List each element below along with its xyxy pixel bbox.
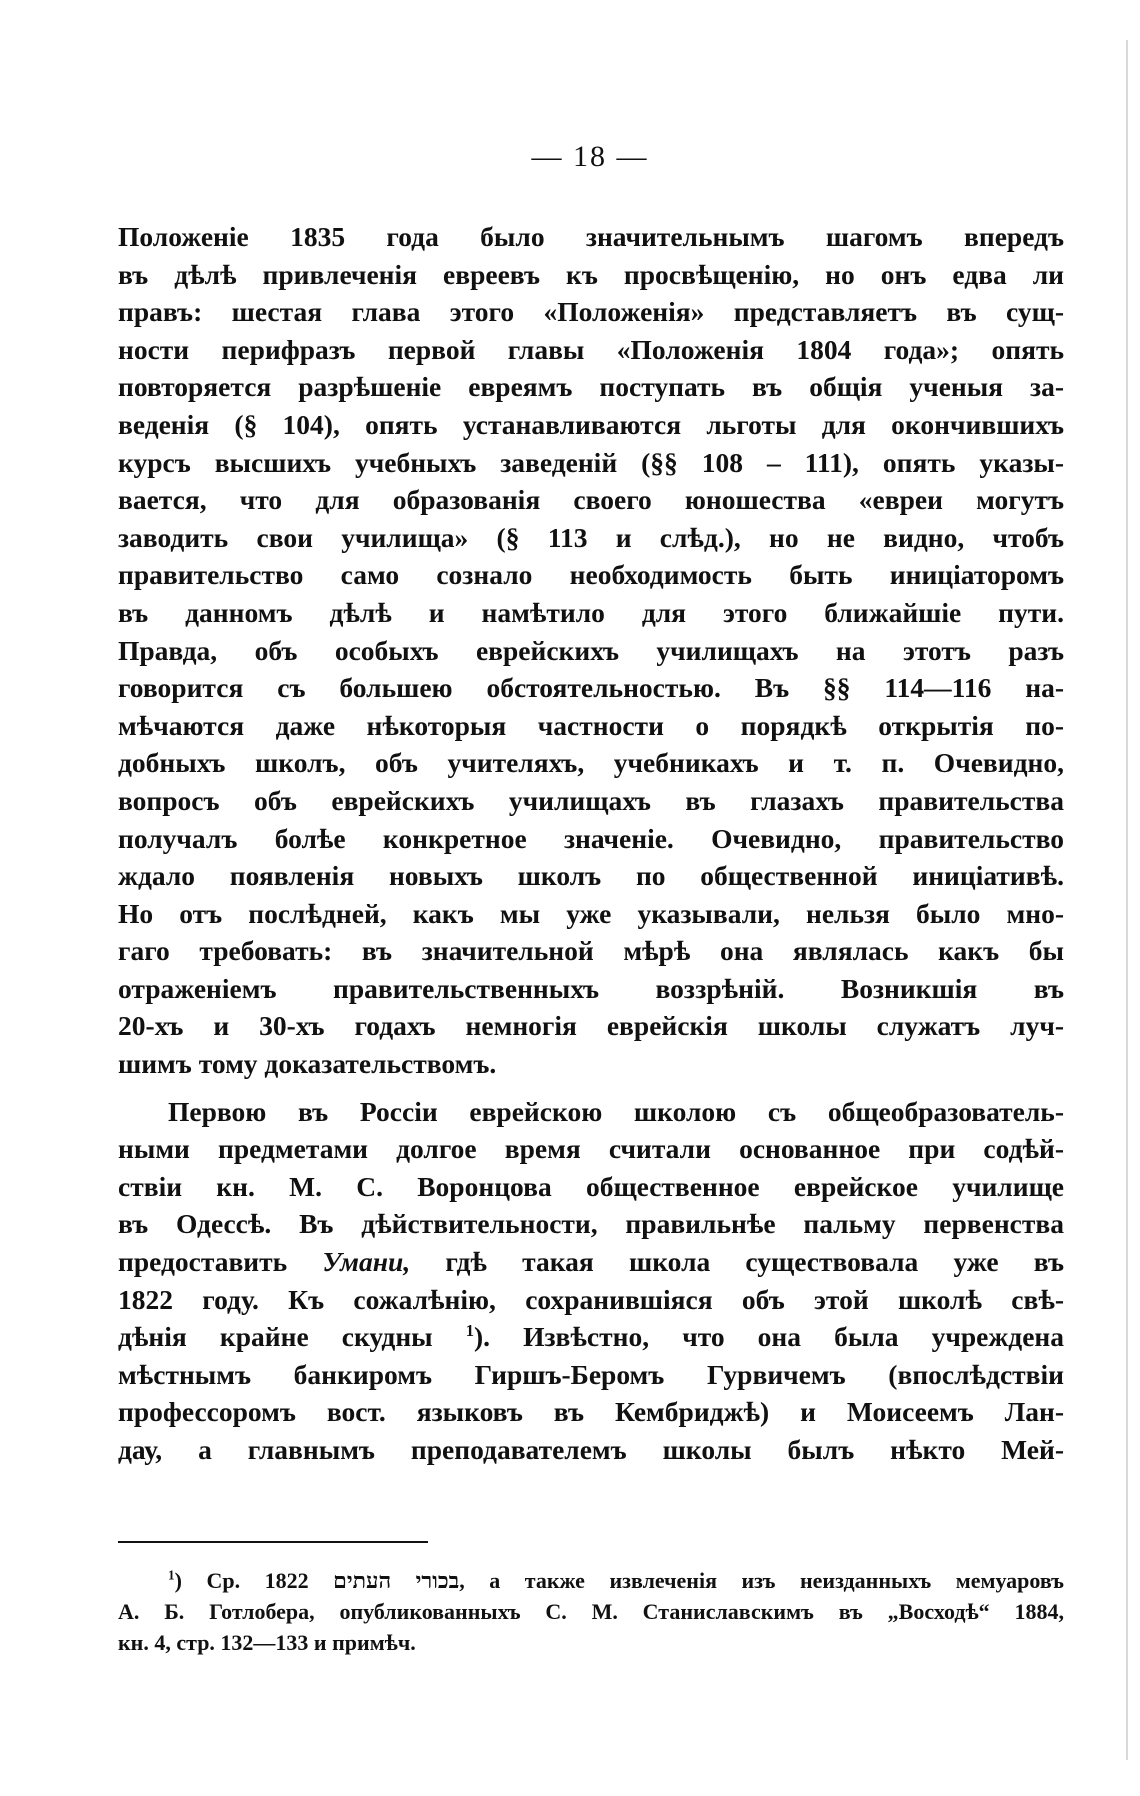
text-line: ности перифразъ первой главы «Положенія 1804 года»; опять (118, 333, 1064, 365)
text-line: 1822 году. Къ сожалѣнію, сохранившіяся объ этой школѣ свѣ- (118, 1283, 1064, 1315)
text-line: ствіи кн. М. С. Воронцова общественное еврейское училище (118, 1170, 1064, 1202)
text-line (118, 1318, 1064, 1356)
text-line (118, 1243, 1064, 1281)
text-line: получалъ болѣе конкретное значеніе. Очевидно, правительство (118, 822, 1064, 854)
text-line: курсъ высшихъ учебныхъ заведеній (§§ 108 – 111), опять указы- (118, 446, 1064, 478)
text-segment: гдѣ такая школа существовала уже въ (445, 1246, 1065, 1278)
text-segment: ) Ср. בכורי העתים 1822, а также извлеченія изъ неизданныхъ мемуаровъ (174, 1568, 1065, 1593)
text-line: мѣстнымъ банкиромъ Гиршъ-Беромъ Гурвичемъ (впослѣдствіи (118, 1358, 1064, 1390)
text-line: мѣчаются даже нѣкоторыя частности о порядкѣ открытія по- (118, 709, 1064, 741)
text-line: профессоромъ вост. языковъ въ Кембриджѣ) и Моисеемъ Лан- (118, 1396, 1064, 1428)
text-segment: ). Извѣстно, что она была учреждена (474, 1321, 1065, 1353)
paragraph-2 (118, 1093, 1064, 1469)
text-line: Но отъ послѣдней, какъ мы уже указывали, нельзя было мно- (118, 897, 1064, 929)
italic-place-name: Умани, (322, 1246, 411, 1278)
text-line: отраженіемъ правительственныхъ воззрѣній. Возникшія въ (118, 972, 1064, 1004)
text-line: правительство само сознало необходимость быть иниціаторомъ (118, 559, 1064, 591)
text-line: ными предметами долгое время считали основанное при содѣй- (118, 1133, 1064, 1165)
text-line: Правда, объ особыхъ еврейскихъ училищахъ на этотъ разъ (118, 634, 1064, 666)
text-segment: дѣнія крайне скудны (118, 1321, 433, 1353)
text-line: говорится съ большею обстоятельностью. Въ §§ 114—116 на- (118, 672, 1064, 704)
footnote-divider (118, 1541, 428, 1543)
text-line: вопросъ объ еврейскихъ училищахъ въ глазахъ правительства (118, 784, 1064, 816)
footnote-line: А. Б. Готлобера, опубликованныхъ С. М. Станиславскимъ въ „Восходѣ“ 1884, (118, 1599, 1064, 1624)
text-line: 20-хъ и 30-хъ годахъ немногія еврейскія школы служатъ луч- (118, 1010, 1064, 1042)
text-line: правъ: шестая глава этого «Положенія» представляетъ въ сущ- (118, 296, 1064, 328)
paragraph-1 (118, 218, 1064, 1083)
text-line: добныхъ школъ, объ учителяхъ, учебникахъ и т. п. Очевидно, (118, 747, 1064, 779)
page-number: — 18 — (531, 140, 649, 173)
text-line: ждало появленія новыхъ школъ по общественной иниціативѣ. (118, 860, 1064, 892)
footnote-reference[interactable]: 1 (465, 1321, 474, 1341)
text-line: Первою въ Россіи еврейскою школою съ общеобразователь- (168, 1095, 1064, 1127)
text-line: шимъ тому доказательствомъ. (118, 1048, 497, 1080)
text-line: повторяется разрѣшеніе евреямъ поступать въ общія ученыя за- (118, 371, 1064, 403)
main-text (118, 218, 1064, 1469)
footnote-line: кн. 4, стр. 132—133 и примѣч. (118, 1630, 416, 1655)
text-line: вается, что для образованія своего юношества «евреи могутъ (118, 484, 1064, 516)
text-line: дау, а главнымъ преподавателемъ школы былъ нѣкто Мей- (118, 1434, 1064, 1465)
text-line: Положеніе 1835 года было значительнымъ шагомъ впередъ (118, 221, 1064, 252)
paragraph-gap (118, 1083, 1064, 1093)
text-line: въ данномъ дѣлѣ и намѣтило для этого ближайшіе пути. (118, 596, 1064, 628)
footnotes (118, 1565, 1064, 1658)
footnote-marker: 1 (168, 1567, 175, 1583)
text-line: въ дѣлѣ привлеченія евреевъ къ просвѣщенію, но онъ едва ли (118, 258, 1064, 290)
text-line: гаго требовать: въ значительной мѣрѣ она являлась какъ бы (118, 935, 1064, 967)
text-segment: предоставить (118, 1246, 288, 1278)
text-line: веденія (§ 104), опять устанавливаются льготы для окончившихъ (118, 408, 1064, 440)
text-line: въ Одессѣ. Въ дѣйствительности, правильнѣе пальму первенства (118, 1208, 1064, 1240)
page-edge-line (1126, 40, 1128, 1760)
text-line: заводить свои училища» (§ 113 и слѣд.), но не видно, чтобъ (118, 521, 1064, 553)
footnote-line (118, 1565, 1064, 1596)
